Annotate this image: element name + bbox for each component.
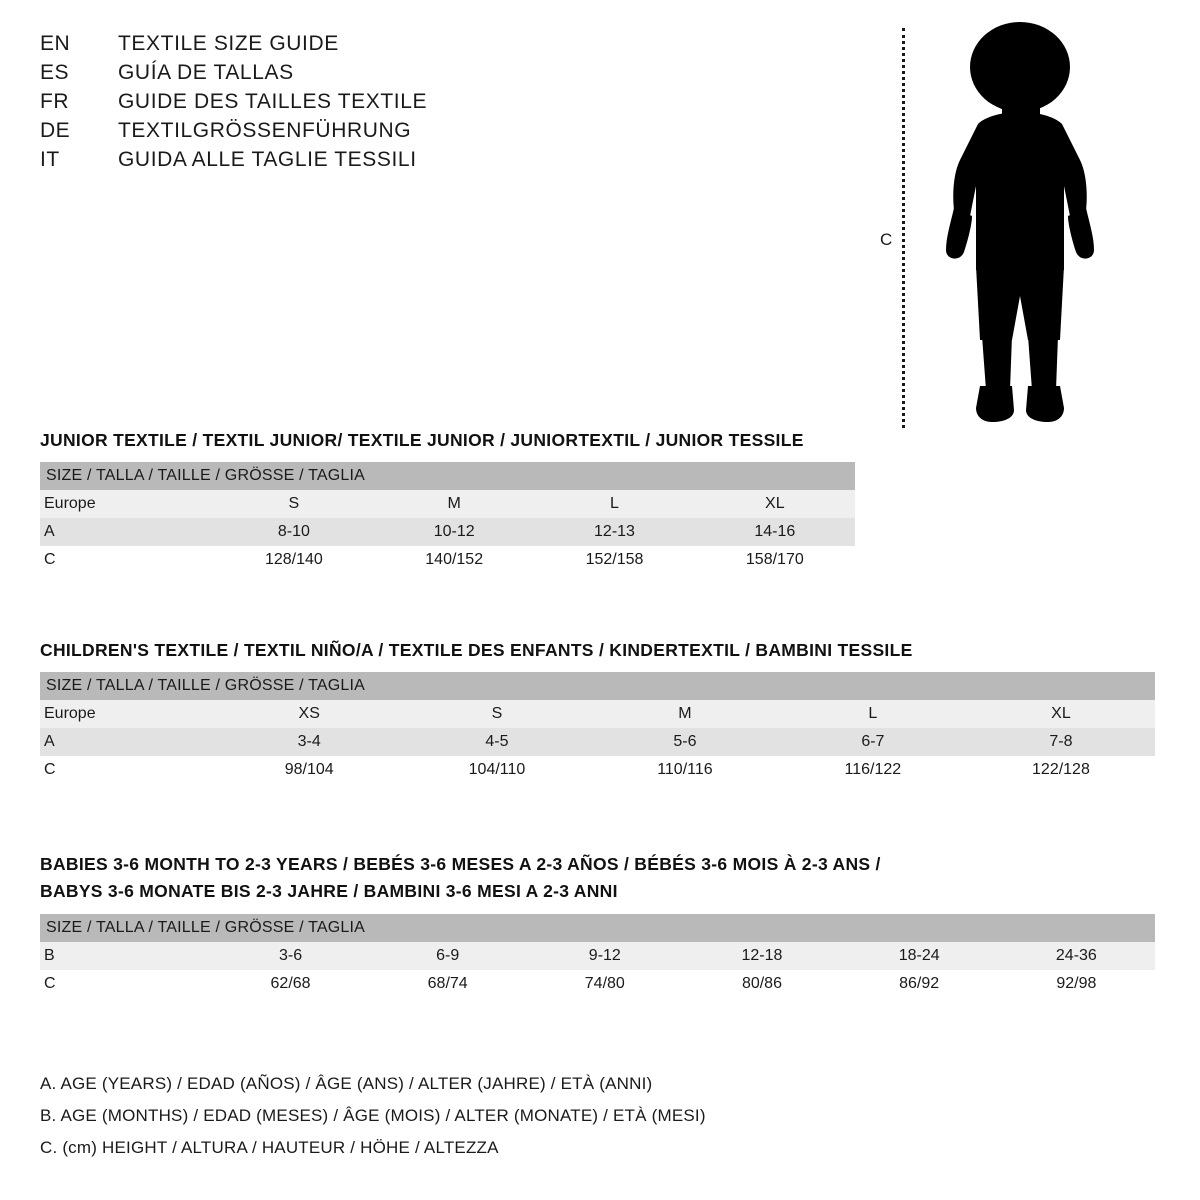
- cell-value: 5-6: [591, 728, 779, 756]
- title-text-en: TEXTILE SIZE GUIDE: [118, 32, 339, 55]
- title-block: [40, 32, 660, 177]
- cell-value: 10-12: [374, 518, 534, 546]
- row-label: C: [40, 756, 215, 784]
- cell-value: XL: [695, 490, 855, 518]
- figure-measure-label: C: [880, 230, 893, 249]
- junior-size-table: [40, 462, 855, 574]
- title-row-es: [40, 61, 660, 85]
- cell-value: 12-18: [683, 942, 840, 970]
- junior-header-label: SIZE / TALLA / TAILLE / GRÖSSE / TAGLIA: [40, 462, 855, 490]
- row-label: C: [40, 970, 212, 998]
- title-lang-de: DE: [40, 119, 71, 142]
- child-silhouette-icon: [920, 20, 1120, 435]
- title-text-es: GUÍA DE TALLAS: [118, 61, 294, 84]
- children-header-label: SIZE / TALLA / TAILLE / GRÖSSE / TAGLIA: [40, 672, 1155, 700]
- cell-value: 6-9: [369, 942, 526, 970]
- title-row-en: [40, 32, 660, 56]
- cell-value: 116/122: [779, 756, 967, 784]
- section-junior-title: JUNIOR TEXTILE / TEXTIL JUNIOR/ TEXTILE JUNIOR / JUNIORTEXTIL / JUNIOR TESSILE: [40, 430, 804, 450]
- table-row: [40, 970, 1155, 998]
- cell-value: 128/140: [214, 546, 374, 574]
- cell-value: 14-16: [695, 518, 855, 546]
- table-row: [40, 490, 855, 518]
- row-label: B: [40, 942, 212, 970]
- cell-value: 86/92: [841, 970, 998, 998]
- row-label: C: [40, 546, 214, 574]
- cell-value: 3-6: [212, 942, 369, 970]
- table-row: [40, 728, 1155, 756]
- cell-value: S: [403, 700, 591, 728]
- cell-value: 4-5: [403, 728, 591, 756]
- cell-value: 8-10: [214, 518, 374, 546]
- cell-value: S: [214, 490, 374, 518]
- cell-value: 6-7: [779, 728, 967, 756]
- table-row: [40, 700, 1155, 728]
- cell-value: 98/104: [215, 756, 403, 784]
- cell-value: XL: [967, 700, 1155, 728]
- table-header-row: [40, 914, 1155, 942]
- cell-value: 104/110: [403, 756, 591, 784]
- title-row-fr: [40, 90, 660, 114]
- title-text-de: TEXTILGRÖSSENFÜHRUNG: [118, 119, 412, 142]
- table-row: [40, 546, 855, 574]
- cell-value: M: [374, 490, 534, 518]
- babies-header-label: SIZE / TALLA / TAILLE / GRÖSSE / TAGLIA: [40, 914, 1155, 942]
- height-figure: [880, 10, 1140, 430]
- table-row: [40, 756, 1155, 784]
- title-lang-fr: FR: [40, 90, 69, 113]
- table-header-row: [40, 672, 1155, 700]
- section-babies: [40, 852, 1160, 998]
- cell-value: 140/152: [374, 546, 534, 574]
- cell-value: 24-36: [998, 942, 1155, 970]
- table-row: [40, 518, 855, 546]
- cell-value: 152/158: [534, 546, 694, 574]
- legend-line-c: C. (cm) HEIGHT / ALTURA / HAUTEUR / HÖHE / ALTEZZA: [40, 1138, 499, 1157]
- section-children: [40, 638, 1160, 784]
- legend-line-a: A. AGE (YEARS) / EDAD (AÑOS) / ÂGE (ANS) / ALTER (JAHRE) / ETÀ (ANNI): [40, 1074, 653, 1093]
- cell-value: 12-13: [534, 518, 694, 546]
- row-label: Europe: [40, 490, 214, 518]
- cell-value: L: [534, 490, 694, 518]
- cell-value: 18-24: [841, 942, 998, 970]
- section-children-title: CHILDREN'S TEXTILE / TEXTIL NIÑO/A / TEXTILE DES ENFANTS / KINDERTEXTIL / BAMBINI TESSILE: [40, 640, 913, 660]
- cell-value: 7-8: [967, 728, 1155, 756]
- legend-block: [40, 1074, 1160, 1170]
- cell-value: 62/68: [212, 970, 369, 998]
- title-lang-en: EN: [40, 32, 71, 55]
- cell-value: 68/74: [369, 970, 526, 998]
- cell-value: XS: [215, 700, 403, 728]
- title-lang-it: IT: [40, 148, 60, 171]
- section-babies-title-line1: BABIES 3-6 MONTH TO 2-3 YEARS / BEBÉS 3-6 MESES A 2-3 AÑOS / BÉBÉS 3-6 MOIS À 2-3 ANS /: [40, 854, 881, 874]
- cell-value: 9-12: [526, 942, 683, 970]
- title-row-it: [40, 148, 660, 172]
- height-dotted-line: [902, 28, 905, 428]
- table-header-row: [40, 462, 855, 490]
- babies-size-table: [40, 914, 1155, 998]
- cell-value: 3-4: [215, 728, 403, 756]
- title-text-it: GUIDA ALLE TAGLIE TESSILI: [118, 148, 417, 171]
- title-lang-es: ES: [40, 61, 70, 84]
- cell-value: 80/86: [683, 970, 840, 998]
- children-size-table: [40, 672, 1155, 784]
- cell-value: 122/128: [967, 756, 1155, 784]
- cell-value: 74/80: [526, 970, 683, 998]
- table-row: [40, 942, 1155, 970]
- row-label: A: [40, 518, 214, 546]
- section-babies-title-line2: BABYS 3-6 MONATE BIS 2-3 JAHRE / BAMBINI 3-6 MESI A 2-3 ANNI: [40, 881, 618, 902]
- title-row-de: [40, 119, 660, 143]
- legend-line-b: B. AGE (MONTHS) / EDAD (MESES) / ÂGE (MOIS) / ALTER (MONATE) / ETÀ (MESI): [40, 1106, 706, 1125]
- cell-value: 92/98: [998, 970, 1155, 998]
- cell-value: M: [591, 700, 779, 728]
- row-label: Europe: [40, 700, 215, 728]
- row-label: A: [40, 728, 215, 756]
- cell-value: L: [779, 700, 967, 728]
- section-junior: [40, 428, 1160, 574]
- cell-value: 158/170: [695, 546, 855, 574]
- cell-value: 110/116: [591, 756, 779, 784]
- title-text-fr: GUIDE DES TAILLES TEXTILE: [118, 90, 428, 113]
